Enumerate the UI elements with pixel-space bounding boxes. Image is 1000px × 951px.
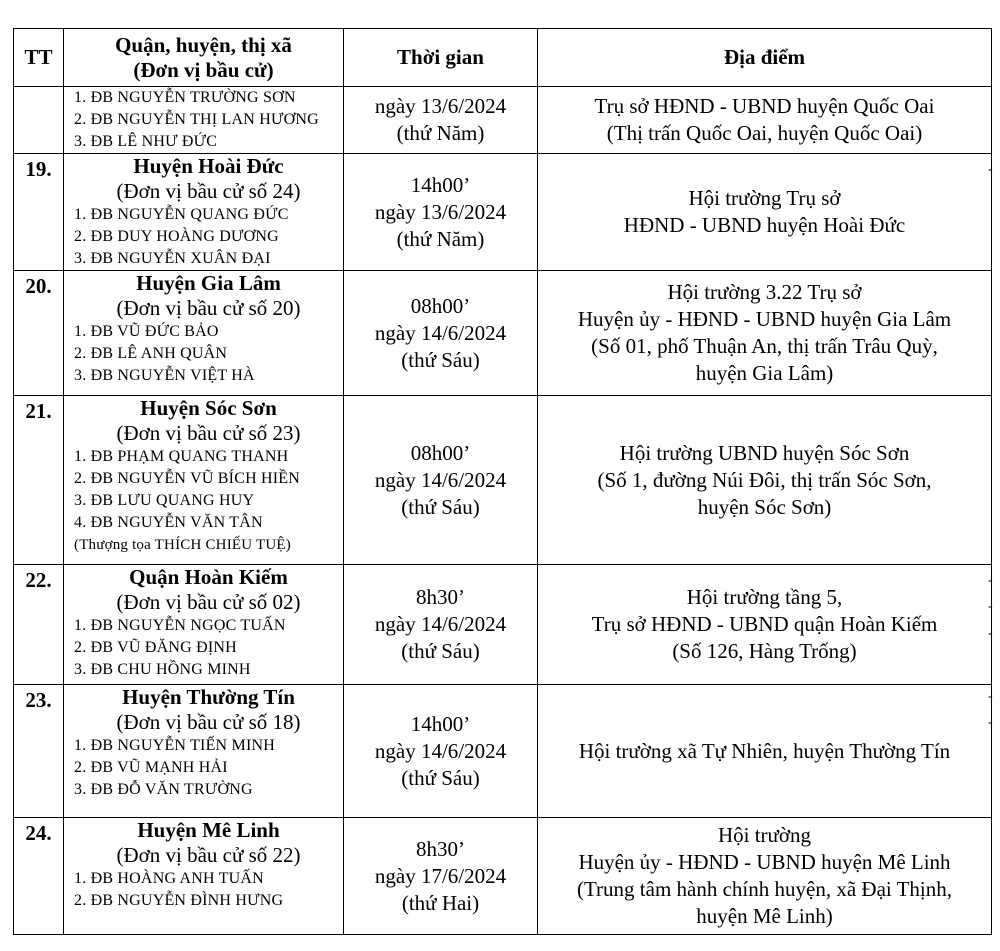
place-line: (Số 01, phố Thuận An, thị trấn Trâu Quỳ, [591,334,938,358]
header-unit-line1: Quận, huyện, thị xã [115,33,292,58]
electoral-unit: (Đơn vị bầu cử số 02) [116,590,301,614]
delegate-item: 2. ĐB VŨ ĐĂNG ĐỊNH [74,639,237,656]
side-mark: - [988,599,993,614]
delegate-item: 1. ĐB VŨ ĐỨC BẢO [74,323,219,340]
side-mark: - [988,162,993,177]
delegate-item: 2. ĐB NGUYỄN THỊ LAN HƯƠNG [74,111,319,128]
electoral-unit: (Đơn vị bầu cử số 22) [116,843,301,867]
unit-cell [64,818,344,935]
time-cell [344,565,538,685]
row-number: 21. [14,396,64,565]
delegate-item: 1. ĐB NGUYỄN TIẾN MINH [74,737,275,754]
table-row [14,565,992,685]
delegate-item: 2. ĐB NGUYỄN VŨ BÍCH HIỀN [74,470,301,487]
time-line: (thứ Sáu) [401,347,480,372]
place-line: Hội trường xã Tự Nhiên, huyện Thường Tín [578,738,951,763]
time-line: ngày 14/6/2024 [374,467,507,492]
delegate-item: 1. ĐB NGUYỄN TRƯỜNG SƠN [74,89,296,106]
place-line: huyện Gia Lâm) [695,361,834,385]
time-line: (thứ Năm) [396,121,485,145]
place-cell [538,396,992,565]
place-line: Hội trường Trụ sở [688,186,841,210]
place-line: Hội trường tầng 5, [686,585,843,609]
table-row [14,87,992,154]
side-mark: - [988,715,993,730]
district-name: Quận Hoàn Kiếm [129,565,288,589]
place-line: Hội trường UBND huyện Sóc Sơn [619,440,910,465]
header-tt: TT [14,29,64,87]
delegate-item: 3. ĐB NGUYỄN VIỆT HÀ [74,367,255,384]
district-name: Huyện Gia Lâm [136,271,281,295]
time-line: 08h00’ [410,293,471,318]
delegate-item: 2. ĐB VŨ MẠNH HẢI [74,759,228,776]
row-number: 24. [14,818,64,935]
time-cell [344,154,538,271]
unit-cell [64,271,344,396]
delegate-item: 3. ĐB LƯU QUANG HUY [74,492,255,509]
delegate-item: 1. ĐB NGUYỄN NGỌC TUẤN [74,617,286,634]
place-cell [538,154,992,271]
place-cell [538,87,992,154]
electoral-unit: (Đơn vị bầu cử số 24) [116,179,301,203]
delegate-item: 3. ĐB LÊ NHƯ ĐỨC [74,133,218,150]
place-line: (Trung tâm hành chính huyện, xã Đại Thịnh, [576,877,953,901]
time-line: 8h30’ [416,585,465,609]
delegate-item: 3. ĐB NGUYỄN XUÂN ĐẠI [74,250,271,267]
time-line: (thứ Sáu) [401,765,480,790]
time-line: (thứ Hai) [401,890,480,915]
header-unit-line2: (Đơn vị bầu cử) [133,57,274,82]
time-line: ngày 14/6/2024 [374,612,507,636]
time-line: 8h30’ [416,836,465,861]
time-cell [344,685,538,818]
place-line: huyện Mê Linh) [696,904,833,928]
place-cell [538,818,992,935]
time-line: ngày 13/6/2024 [374,94,507,118]
place-line: Huyện ủy - HĐND - UBND huyện Gia Lâm [577,307,952,331]
side-mark: - [988,626,993,641]
electoral-unit: (Đơn vị bầu cử số 20) [116,296,301,320]
table-body [14,87,992,935]
delegate-item: 4. ĐB NGUYỄN VĂN TÂN [74,514,263,531]
header-place: Địa điểm [538,29,992,87]
side-mark: - [988,689,993,704]
place-line: Hội trường 3.22 Trụ sở [667,280,862,304]
district-name: Huyện Sóc Sơn [140,396,277,420]
row-number: 23. [14,685,64,818]
place-line: Trụ sở HĐND - UBND quận Hoàn Kiếm [591,612,938,636]
table-row [14,685,992,818]
row-number [14,87,64,154]
row-number: 19. [14,154,64,271]
table-row [14,271,992,396]
district-name: Huyện Mê Linh [137,818,280,842]
delegate-item: 2. ĐB LÊ ANH QUÂN [74,345,228,362]
time-cell [344,818,538,935]
place-line: Hội trường [717,823,812,847]
unit-cell [64,87,344,154]
time-line: 08h00’ [410,440,471,465]
delegate-item: 1. ĐB HOÀNG ANH TUẤN [74,870,264,887]
place-line: Trụ sở HĐND - UBND huyện Quốc Oai [594,94,935,118]
time-cell [344,271,538,396]
header-unit [64,29,344,87]
time-cell [344,87,538,154]
time-cell [344,396,538,565]
time-line: ngày 17/6/2024 [374,863,507,888]
delegate-item: 3. ĐB ĐỖ VĂN TRƯỜNG [74,781,253,798]
time-line: 14h00’ [410,711,471,736]
table-row [14,154,992,271]
place-cell [538,271,992,396]
place-line: (Thị trấn Quốc Oai, huyện Quốc Oai) [606,121,923,145]
delegate-note: (Thượng tọa THÍCH CHIẾU TUỆ) [74,537,291,553]
side-mark: - [988,573,993,588]
delegate-item: 1. ĐB PHẠM QUANG THANH [74,448,289,465]
schedule-table [13,28,992,935]
place-cell [538,685,992,818]
delegate-item: 2. ĐB NGUYỄN ĐÌNH HƯNG [74,892,284,909]
time-line: (thứ Sáu) [401,639,480,663]
time-line: (thứ Sáu) [401,494,480,519]
time-line: (thứ Năm) [396,226,485,251]
time-line: ngày 14/6/2024 [374,320,507,345]
unit-cell [64,685,344,818]
unit-cell [64,396,344,565]
place-line: HĐND - UBND huyện Hoài Đức [623,213,906,237]
time-line: ngày 14/6/2024 [374,738,507,763]
unit-cell [64,565,344,685]
time-line: ngày 13/6/2024 [374,199,507,224]
unit-cell [64,154,344,271]
row-number: 20. [14,271,64,396]
place-line: (Số 1, đường Núi Đôi, thị trấn Sóc Sơn, [597,467,932,492]
place-line: huyện Sóc Sơn) [697,494,832,519]
table-row [14,396,992,565]
place-cell [538,565,992,685]
place-line: Huyện ủy - HĐND - UBND huyện Mê Linh [578,850,951,874]
header-row [14,29,992,87]
table-row [14,818,992,935]
row-number: 22. [14,565,64,685]
delegate-item: 3. ĐB CHU HỒNG MINH [74,661,251,678]
delegate-item: 2. ĐB DUY HOÀNG DƯƠNG [74,228,279,245]
place-line: (Số 126, Hàng Trống) [672,639,857,663]
delegate-item: 1. ĐB NGUYỄN QUANG ĐỨC [74,206,289,223]
electoral-unit: (Đơn vị bầu cử số 18) [116,710,301,734]
district-name: Huyện Thường Tín [122,685,295,709]
district-name: Huyện Hoài Đức [133,154,284,178]
electoral-unit: (Đơn vị bầu cử số 23) [116,421,301,445]
header-time: Thời gian [344,29,538,87]
time-line: 14h00’ [410,172,471,197]
